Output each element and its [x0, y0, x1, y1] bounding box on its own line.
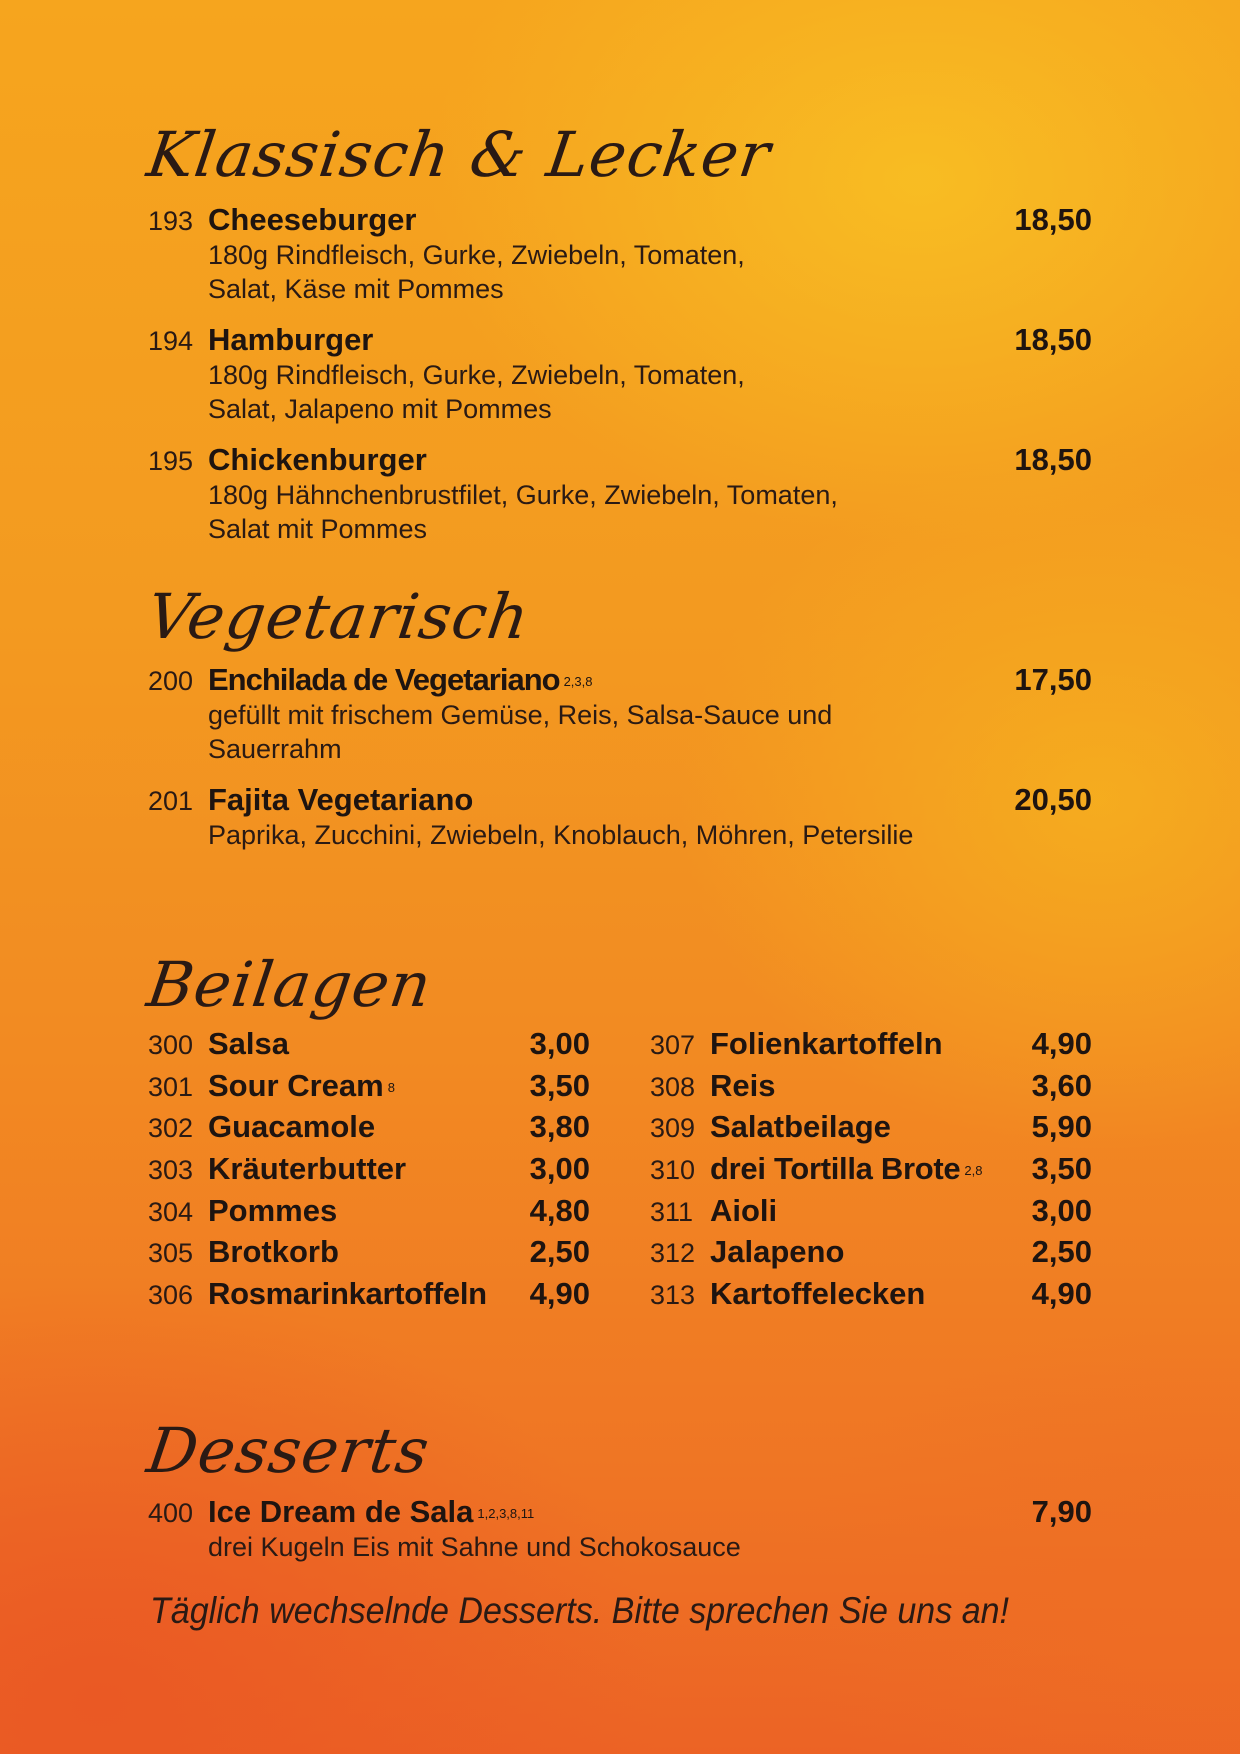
item-price: 18,50	[1014, 202, 1092, 237]
daily-desserts-note: Täglich wechselnde Desserts. Bitte sprechen Sie uns an!	[150, 1590, 1010, 1631]
side-dish-row	[148, 1068, 590, 1110]
menu-item	[148, 1494, 1092, 1564]
item-number: 309	[650, 1113, 696, 1144]
item-number: 193	[148, 206, 194, 236]
side-dish-row	[148, 1193, 590, 1235]
item-price: 3,00	[1031, 1192, 1092, 1228]
allergen-note: 2,3,8	[563, 674, 593, 689]
item-description: 180g Rindfleisch, Gurke, Zwiebeln, Tomaten,	[208, 240, 745, 270]
menu-item	[148, 202, 1092, 306]
allergen-note: 2,8	[964, 1163, 983, 1179]
item-name: Hamburger	[208, 322, 374, 357]
item-number: 201	[148, 786, 194, 816]
item-price: 20,50	[1014, 782, 1092, 817]
item-price: 7,90	[1031, 1494, 1092, 1529]
item-price: 18,50	[1014, 322, 1092, 357]
item-price: 3,50	[1031, 1151, 1092, 1187]
side-dish-row	[650, 1026, 1092, 1068]
item-name: Rosmarinkartoffeln	[208, 1276, 487, 1312]
item-name: Chickenburger	[208, 442, 427, 477]
item-description: 180g Rindfleisch, Gurke, Zwiebeln, Tomaten,	[208, 360, 745, 390]
item-number: 304	[148, 1196, 194, 1227]
item-price: 3,00	[529, 1026, 590, 1061]
item-number: 312	[650, 1238, 696, 1269]
side-dish-row	[650, 1068, 1092, 1110]
item-price: 2,50	[529, 1234, 590, 1270]
item-price: 3,00	[529, 1151, 590, 1187]
item-name: Reis	[710, 1067, 776, 1103]
item-name: Kräuterbutter	[208, 1151, 407, 1187]
item-price: 4,80	[529, 1192, 590, 1228]
item-number: 313	[650, 1280, 696, 1311]
item-price: 3,50	[529, 1067, 590, 1103]
item-description: gefüllt mit frischem Gemüse, Reis, Salsa-Sauce und	[208, 700, 833, 730]
item-name: Pommes	[208, 1192, 338, 1228]
item-number: 200	[148, 666, 194, 696]
allergen-note: 8	[387, 1079, 395, 1095]
item-number: 300	[148, 1030, 194, 1060]
item-name: Sour Cream	[208, 1067, 384, 1103]
item-price: 2,50	[1031, 1234, 1092, 1270]
item-number: 301	[148, 1071, 194, 1102]
item-number: 303	[148, 1155, 194, 1186]
item-name: Cheeseburger	[208, 202, 417, 237]
item-price: 3,60	[1031, 1067, 1092, 1103]
item-number: 194	[148, 326, 194, 356]
menu-item	[148, 662, 1092, 766]
side-dishes-left-column	[148, 1026, 590, 1318]
item-name: Brotkorb	[208, 1234, 339, 1270]
side-dish-row	[148, 1026, 590, 1068]
item-price: 3,80	[529, 1109, 590, 1145]
side-dish-row	[148, 1234, 590, 1276]
item-name: Guacamole	[208, 1109, 376, 1145]
menu-item	[148, 782, 1092, 852]
item-name: Salsa	[208, 1026, 290, 1061]
section-title-desserts: Desserts	[142, 1414, 435, 1487]
item-name: Salatbeilage	[710, 1109, 891, 1145]
side-dish-row	[650, 1276, 1092, 1318]
item-price: 4,90	[1031, 1276, 1092, 1312]
side-dish-row	[650, 1109, 1092, 1151]
item-name: Folienkartoffeln	[710, 1026, 943, 1061]
menu-item	[148, 442, 1092, 546]
item-name: Kartoffelecken	[710, 1276, 926, 1312]
item-description: Salat mit Pommes	[208, 514, 428, 544]
item-number: 400	[148, 1498, 194, 1528]
side-dish-row	[148, 1276, 590, 1318]
item-price: 4,90	[1031, 1026, 1092, 1061]
section-title-klassisch: Klassisch & Lecker	[142, 118, 776, 191]
item-price: 18,50	[1014, 442, 1092, 477]
side-dish-row	[148, 1109, 590, 1151]
item-description: Salat, Käse mit Pommes	[208, 274, 504, 304]
item-name: Fajita Vegetariano	[208, 782, 474, 817]
item-number: 310	[650, 1155, 696, 1186]
item-number: 311	[650, 1196, 694, 1227]
section-title-vegetarisch: Vegetarisch	[142, 580, 535, 653]
item-description: drei Kugeln Eis mit Sahne und Schokosauce	[208, 1532, 741, 1562]
side-dish-row	[650, 1151, 1092, 1193]
item-description: Salat, Jalapeno mit Pommes	[208, 394, 552, 424]
menu-item	[148, 322, 1092, 426]
side-dish-row	[148, 1151, 590, 1193]
allergen-note: 1,2,3,8,11	[477, 1506, 535, 1521]
item-number: 302	[148, 1113, 194, 1144]
side-dishes-right-column	[650, 1026, 1092, 1318]
item-description: Sauerrahm	[208, 734, 342, 764]
item-number: 306	[148, 1280, 194, 1311]
item-name: Enchilada de Vegetariano	[208, 662, 560, 697]
item-number: 195	[148, 446, 194, 476]
item-name: Aioli	[710, 1192, 778, 1228]
item-price: 4,90	[529, 1276, 590, 1312]
item-price: 17,50	[1014, 662, 1092, 697]
side-dish-row	[650, 1234, 1092, 1276]
item-number: 305	[148, 1238, 194, 1269]
item-description: 180g Hähnchenbrustfilet, Gurke, Zwiebeln, Tomaten,	[208, 480, 838, 510]
item-price: 5,90	[1031, 1109, 1092, 1145]
item-description: Paprika, Zucchini, Zwiebeln, Knoblauch, Möhren, Petersilie	[208, 820, 914, 850]
item-name: drei Tortilla Brote	[710, 1151, 961, 1187]
item-name: Jalapeno	[710, 1234, 845, 1270]
item-name: Ice Dream de Sala	[208, 1494, 474, 1529]
side-dish-row	[650, 1193, 1092, 1235]
item-number: 308	[650, 1071, 696, 1102]
item-number: 307	[650, 1030, 696, 1060]
section-title-beilagen: Beilagen	[142, 948, 437, 1021]
